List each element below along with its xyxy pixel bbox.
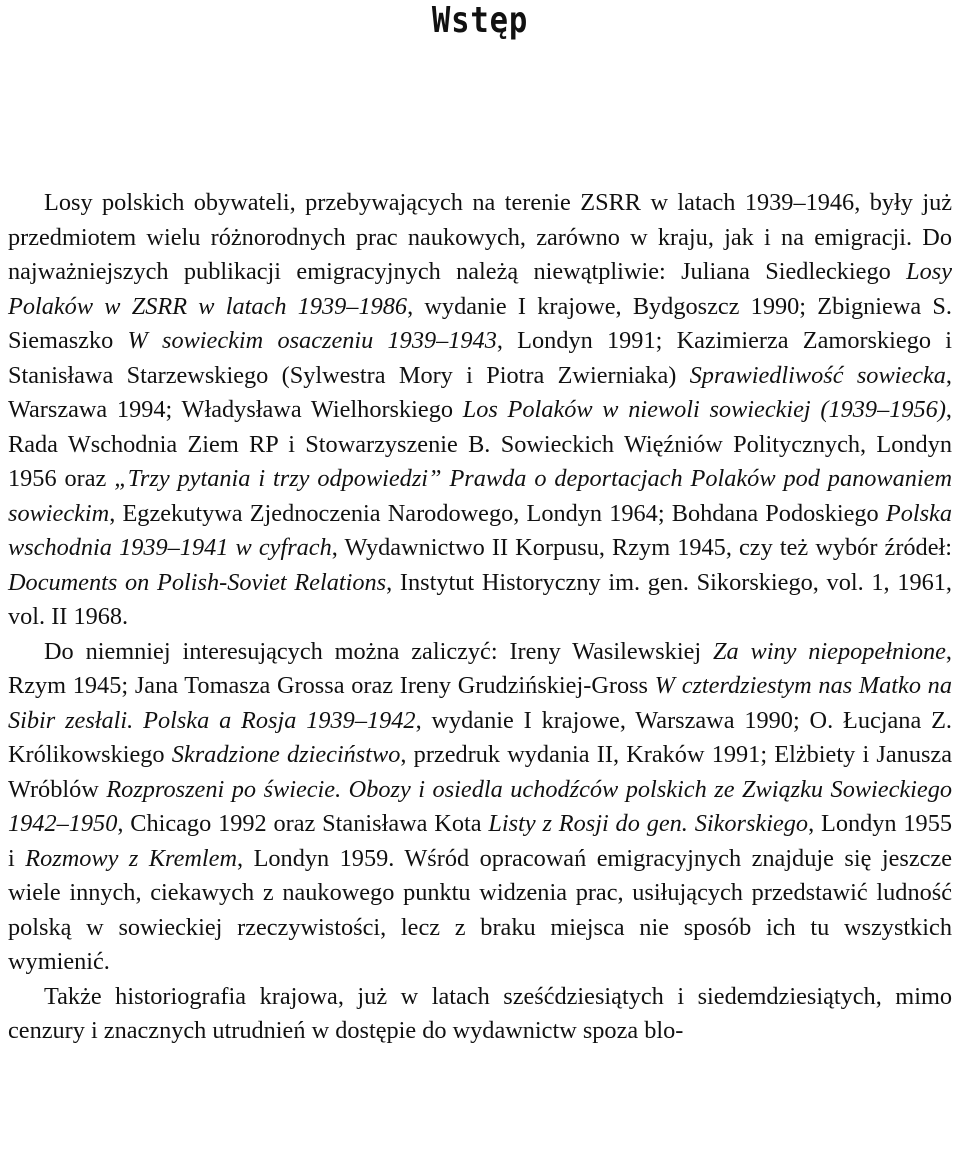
italic-title: Za winy niepopełnione [712,637,946,665]
text-run: Także historiografia krajowa, już w latach sześćdziesiątych i siedemdziesiątych, mimo cenzury i znacznych utrudnień w dostępie do wydawnictw spoza blo- [8,982,952,1044]
text-run: , wydanie I krajowe, Bydgoszcz 1990; Zbigniewa S. Siemaszko [8,292,952,354]
italic-title: Rozproszeni po świecie. Obozy i osiedla uchodźców polskich ze Związku Sowieckiego 1942–1950 [8,775,952,837]
text-run: , wydanie I krajowe, Warszawa 1990; O. Łucjana Z. Królikowskiego [8,706,952,768]
text-run: , Londyn 1991; Kazimierza Zamorskiego i Stanisława Starzewskiego (Sylwestra Mory i Piotra Zwierniaka) [8,327,952,389]
text-run: , Rzym 1945; Jana Tomasza Grossa oraz Ireny Grudzińskiej-Gross [8,637,952,699]
italic-title: W sowieckim osaczeniu 1939–1943 [127,327,497,354]
text-run: , Warszawa 1994; Władysława Wielhorskiego [8,361,952,423]
text-run: , Londyn 1955 i [8,810,953,872]
chapter-title: Wstęp [431,0,529,41]
text-run: , Instytut Historyczny im. gen. Sikorskiego, vol. 1, 1961, vol. II 1968. [8,568,952,630]
text-run: , Rada Wschodnia Ziem RP i Stowarzyszenie B. Sowieckich Więźniów Politycznych, Londyn 1956 oraz [8,396,952,492]
text-run: , Londyn 1959. Wśród opracowań emigracyjnych znajduje się jeszcze wiele innych, ciekawych z naukowego punktu widzenia prac, usiłujących przedstawić ludność polską w sowieckiej rzeczywistości, lecz z braku miejsca nie sposób ich tu wszystkich wymienić. [8,844,952,975]
text-run: , Chicago 1992 oraz Stanisława Kota [117,810,489,837]
paragraph [8,186,952,635]
italic-title: Skradzione dzieciństwo [171,741,401,768]
italic-title: W czterdziestym nas Matko na Sibir zesłali. Polska a Rosja 1939–1942 [8,672,952,734]
paragraph [8,635,952,980]
text-run: Losy polskich obywateli, przebywających na terenie ZSRR w latach 1939–1946, były już przedmiotem wielu różnorodnych prac naukowych, zarówno w kraju, jak i na emigracji. Do najważniejszych publikacji emigracyjnych należą niewątpliwie: Juliana Siedleckiego [8,189,952,285]
text-run: , Wydawnictwo II Korpusu, Rzym 1945, czy też wybór źródeł: [331,534,952,561]
italic-title: Polska wschodnia 1939–1941 w cyfrach [8,499,952,561]
italic-title: Documents on Polish-Soviet Relations [8,568,387,596]
text-run: , Egzekutywa Zjednoczenia Narodowego, Londyn 1964; Bohdana Podoskiego [109,499,886,527]
italic-title: Sprawiedliwość sowiecka [689,361,946,389]
italic-title: Los Polaków w niewoli sowieckiej (1939–1956) [462,396,946,423]
italic-title: „Trzy pytania i trzy odpowiedzi” Prawda o deportacjach Polaków pod panowaniem sowieckim [8,465,952,527]
paragraph [8,980,952,1049]
italic-title: Losy Polaków w ZSRR w latach 1939–1986 [8,258,952,320]
text-run: Do niemniej interesujących można zaliczyć: Ireny Wasilewskiej [44,637,713,665]
italic-title: Listy z Rosji do gen. Sikorskiego [488,810,809,837]
chapter-body [8,186,952,1049]
italic-title: Rozmowy z Kremlem [25,844,237,872]
book-page [8,0,953,1044]
text-run: , przedruk wydania II, Kraków 1991; Elżbiety i Janusza Wróblów [8,741,952,803]
